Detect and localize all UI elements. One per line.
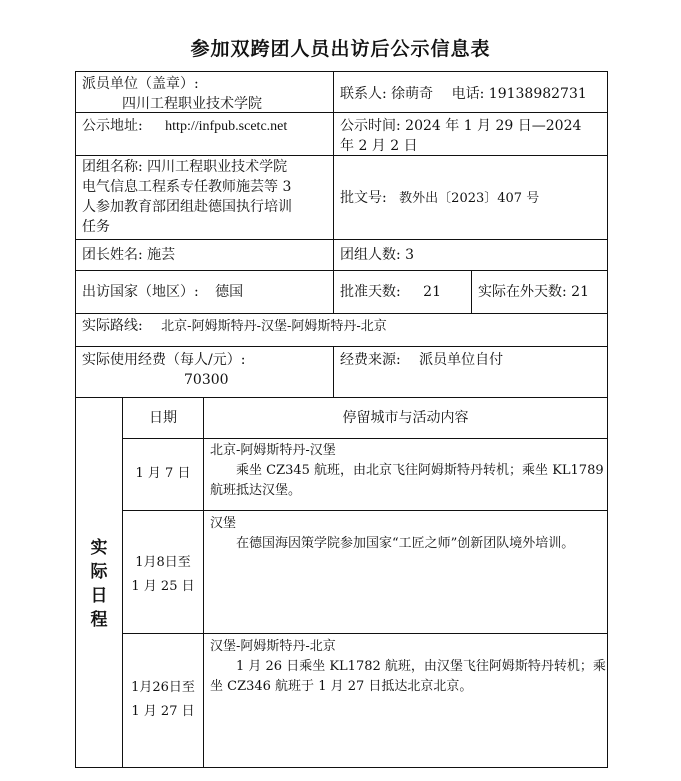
actual-days: 实际在外天数: 21 bbox=[478, 284, 589, 300]
group-size: 团组人数: 3 bbox=[340, 247, 415, 263]
group-name-cell bbox=[82, 157, 332, 237]
visit-country-label: 出访国家（地区）: bbox=[82, 284, 199, 300]
schedule-row-content bbox=[210, 637, 604, 697]
contact-person: 联系人: 徐萌奇 bbox=[340, 86, 434, 102]
publish-time-line1: 公示时间: 2024 年 1 月 29 日—2024 bbox=[340, 118, 582, 134]
publish-time-cell bbox=[340, 116, 606, 156]
schedule-line: 航班抵达汉堡。 bbox=[210, 483, 302, 498]
expense-value: 70300 bbox=[184, 372, 229, 388]
publish-time-line2: 年 2 月 2 日 bbox=[340, 138, 418, 154]
publish-address-label: 公示地址: bbox=[82, 118, 143, 134]
publish-address-cell bbox=[82, 116, 332, 137]
schedule-line: 在德国海因策学院参加国家“工匠之师”创新团队境外培训。 bbox=[236, 536, 575, 551]
schedule-date: 1月26日至 1 月 27 日 bbox=[131, 680, 195, 719]
dispatch-unit-cell bbox=[82, 74, 332, 114]
schedule-row-content bbox=[210, 441, 604, 501]
route-label: 实际路线: bbox=[82, 318, 143, 334]
approved-days-cell bbox=[340, 282, 470, 302]
visit-country-value: 德国 bbox=[215, 284, 244, 300]
funding-source-value: 派员单位自付 bbox=[419, 352, 504, 368]
page-title: 参加双跨团人员出访后公示信息表 bbox=[190, 38, 491, 60]
contact-phone: 电话: 19138982731 bbox=[451, 86, 587, 102]
dispatch-unit-label: 派员单位（盖章）: bbox=[82, 76, 199, 92]
publish-address-url: http://infpub.scetc.net bbox=[165, 119, 288, 134]
approved-days-value: 21 bbox=[423, 284, 441, 300]
schedule-line: 乘坐 CZ345 航班，由北京飞往阿姆斯特丹转机；乘坐 KL1789 bbox=[236, 463, 604, 478]
leader-name: 团长姓名: 施芸 bbox=[82, 247, 176, 263]
expense-label: 实际使用经费（每人/元）: bbox=[82, 352, 246, 368]
dispatch-unit-value: 四川工程职业技术学院 bbox=[122, 96, 262, 112]
contact-cell bbox=[340, 84, 606, 104]
group-name-line: 电气信息工程系专任教师施芸等 3 bbox=[82, 179, 292, 195]
group-name-line: 任务 bbox=[82, 219, 110, 235]
group-name-line: 人参加教育部团组赴德国执行培训 bbox=[82, 199, 292, 215]
schedule-side-label: 实 际 日 程 bbox=[90, 538, 108, 630]
approval-number: 教外出〔2023〕407 号 bbox=[399, 191, 540, 206]
schedule-date: 1月8日至 1 月 25 日 bbox=[131, 555, 195, 594]
expense-cell bbox=[82, 350, 332, 390]
schedule-line: 1 月 26 日乘坐 KL1782 航班，由汉堡飞往阿姆斯特丹转机；乘 bbox=[236, 659, 606, 674]
schedule-date: 1 月 7 日 bbox=[135, 466, 191, 481]
approval-cell bbox=[340, 188, 606, 209]
approved-days-label: 批准天数: bbox=[340, 284, 401, 300]
route-cell bbox=[82, 316, 606, 337]
schedule-city: 北京-阿姆斯特丹-汉堡 bbox=[210, 443, 336, 458]
group-name-line: 团组名称: 四川工程职业技术学院 bbox=[82, 159, 288, 175]
funding-source-label: 经费来源: bbox=[340, 352, 401, 368]
funding-source-cell bbox=[340, 350, 606, 370]
date-column-header: 日期 bbox=[149, 410, 177, 426]
schedule-city: 汉堡 bbox=[210, 516, 237, 531]
schedule-line: 坐 CZ346 航班于 1 月 27 日抵达北京北京。 bbox=[210, 679, 473, 694]
schedule-city: 汉堡-阿姆斯特丹-北京 bbox=[210, 639, 336, 654]
approval-label: 批文号: bbox=[340, 190, 387, 206]
content-column-header: 停留城市与活动内容 bbox=[342, 410, 469, 426]
visit-country-cell bbox=[82, 282, 332, 302]
route-value: 北京-阿姆斯特丹-汉堡-阿姆斯特丹-北京 bbox=[161, 319, 387, 334]
schedule-row-content bbox=[210, 514, 604, 554]
